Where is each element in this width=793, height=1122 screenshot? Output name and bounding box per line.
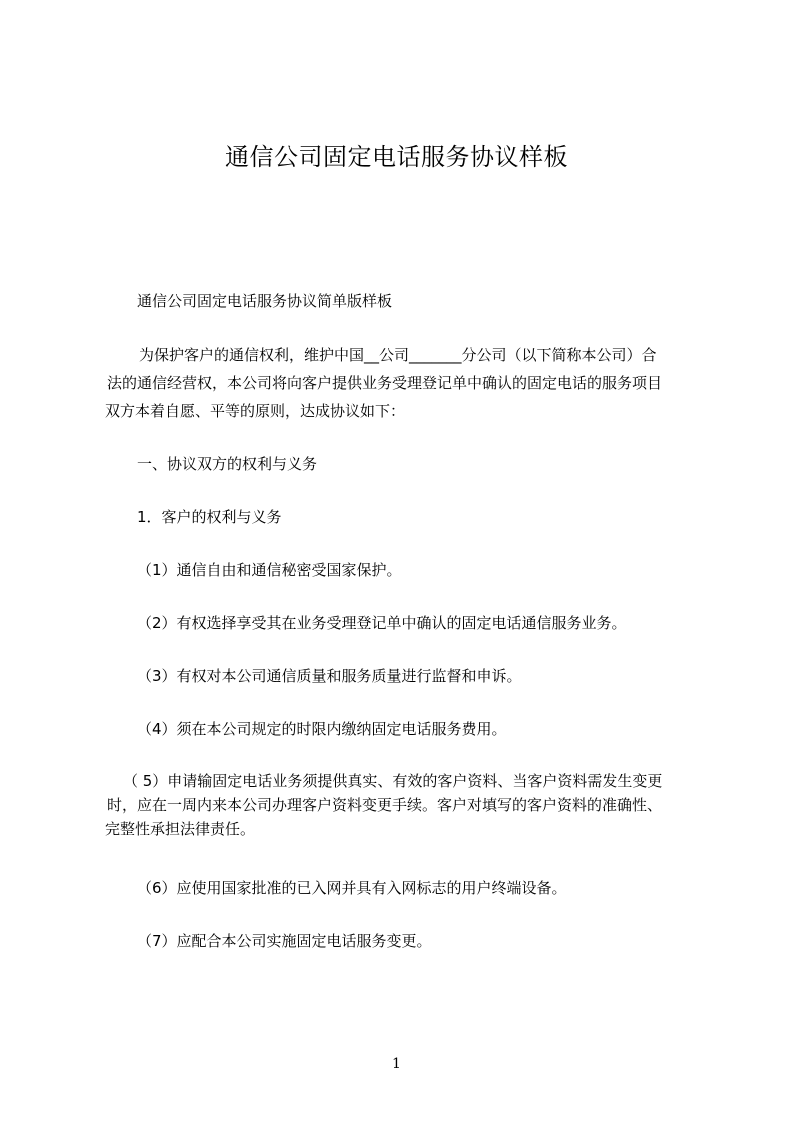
clause-line: 完整性承担法律责任。 (105, 820, 256, 838)
clause-item: （6）应使用国家批准的已入网并具有入网标志的用户终端设备。 (137, 879, 567, 897)
clause-item-multiline (105, 770, 725, 840)
intro-line: 双方本着自愿、平等的原则，达成协议如下： (105, 402, 406, 420)
intro-line: 为保护客户的通信权利，维护中国__公司_______分公司（以下简称本公司）合 (139, 346, 657, 364)
clause-item: （4）须在本公司规定的时限内缴纳固定电话服务费用。 (137, 720, 507, 738)
section-heading: 一、协议双方的权利与义务 (137, 455, 318, 473)
clause-item: （2）有权选择享受其在业务受理登记单中确认的固定电话通信服务业务。 (137, 614, 627, 632)
clause-item: （1）通信自由和通信秘密受国家保护。 (137, 561, 402, 579)
document-title: 通信公司固定电话服务协议样板 (225, 143, 568, 171)
intro-paragraph (105, 344, 725, 422)
document-subtitle: 通信公司固定电话服务协议简单版样板 (137, 292, 393, 310)
intro-line: 法的通信经营权，本公司将向客户提供业务受理登记单中确认的固定电话的服务项目 (107, 374, 663, 392)
clause-item: （7）应配合本公司实施固定电话服务变更。 (137, 932, 432, 950)
clause-line: 时，应在一周内来本公司办理客户资料变更手续。客户对填写的客户资料的准确性、 (107, 796, 663, 814)
clause-line: （ 5）申请输固定电话业务须提供真实、有效的客户资料、当客户资料需发生变更 (123, 772, 663, 790)
clause-item: （3）有权对本公司通信质量和服务质量进行监督和申诉。 (137, 667, 522, 685)
page-number: 1 (392, 1056, 401, 1072)
subsection-heading: 1．客户的权利与义务 (137, 508, 282, 526)
